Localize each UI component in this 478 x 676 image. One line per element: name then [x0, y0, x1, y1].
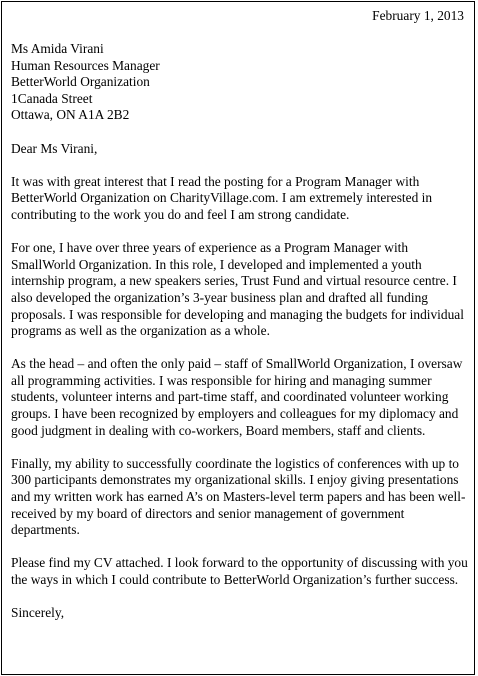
paragraph-skills: Finally, my ability to successfully coordinate the logistics of conferences with up to 300 participants demonstrates my organizational skills. I enjoy giving presentations and my written work has earned A’s on Masters-level term papers and has been well-received by my board of directors and senior management of government departments. [11, 455, 466, 538]
letter-date: February 1, 2013 [372, 8, 464, 23]
paragraph-experience: For one, I have over three years of experience as a Program Manager with SmallWorld Organization. In this role, I developed and implemented a youth internship program, a new speakers series, Trust Fund and virtual resource centre. I also developed the organization’s 3-year business plan and drafted all funding proposals. I was responsible for developing and managing the budgets for individual programs as well as the organization as a whole. [11, 240, 464, 339]
recipient-street: 1Canada Street [11, 90, 93, 106]
paragraph-leadership: As the head – and often the only paid – staff of SmallWorld Organization, I oversaw all programming activities. I was responsible for hiring and managing summer students, volunteer interns and part-time staff, and coordinated volunteer working groups. I have been recognized by employers and colleagues for my diplomacy and good judgment in dealing with co-workers, Board members, staff and clients. [11, 356, 463, 438]
letter-body [11, 41, 475, 638]
recipient-title: Human Resources Manager [11, 57, 160, 73]
recipient-organization: BetterWorld Organization [11, 74, 150, 90]
paragraph-interest: It was with great interest that I read the posting for a Program Manager with BetterWorld Organization on CharityVillage.com. I am extremely interested in contributing to the work you do and feel I am strong candidate. [11, 173, 433, 222]
closing: Sincerely, [11, 605, 65, 621]
paragraph-closing-remarks: Please find my CV attached. I look forward to the opportunity of discussing with you the ways in which I could contribute to BetterWorld Organization’s further success. [11, 555, 468, 587]
recipient-name: Ms Amida Virani [11, 41, 104, 56]
recipient-address [11, 41, 475, 124]
letter-page [1, 1, 475, 675]
salutation: Dear Ms Virani, [11, 140, 98, 156]
recipient-city: Ottawa, ON A1A 2B2 [11, 107, 130, 123]
